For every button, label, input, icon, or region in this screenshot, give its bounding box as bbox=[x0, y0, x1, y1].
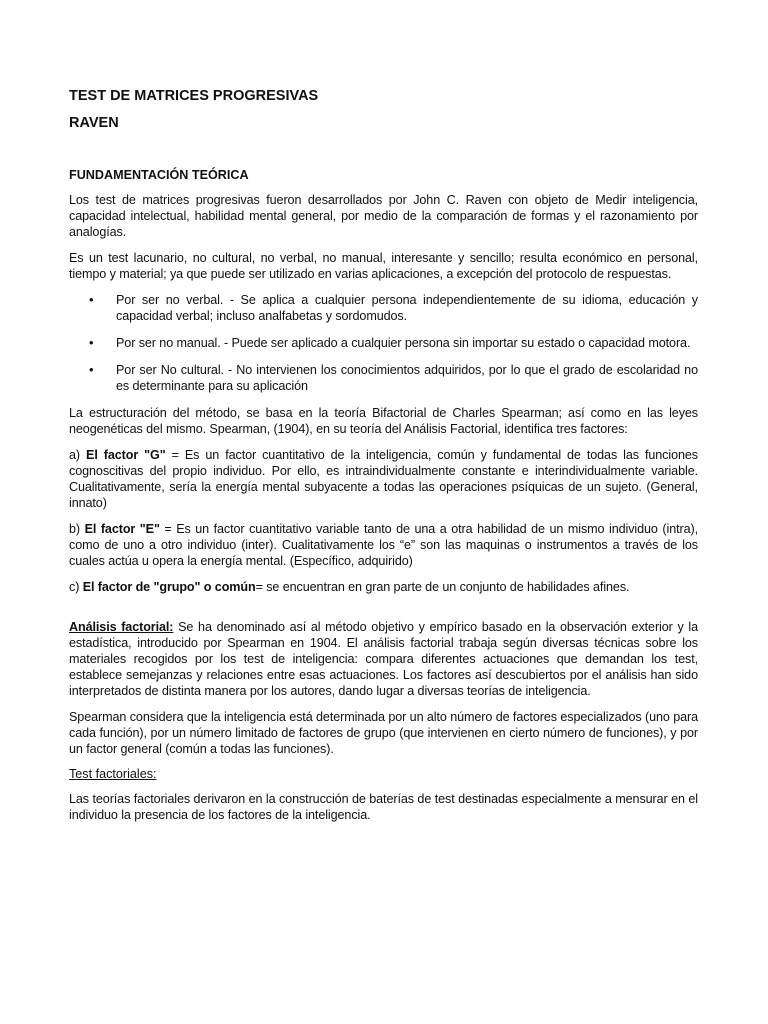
factor-group-paragraph bbox=[69, 579, 698, 595]
bullet-icon: • bbox=[89, 292, 94, 307]
factor-e-label: El factor "E" bbox=[84, 522, 160, 536]
list-item bbox=[69, 292, 698, 324]
paragraph-spearman: Spearman considera que la inteligencia está determinada por un alto número de factores especializados (uno para cada función), por un número limitado de factores de grupo (que intervienen en cierto número de funciones), y por un factor general (común a todas las funciones). bbox=[69, 710, 698, 756]
factor-group-text: = se encuentran en gran parte de un conjunto de habilidades afines. bbox=[255, 580, 630, 594]
bullet-icon: • bbox=[89, 362, 94, 377]
factor-g-label: El factor "G" bbox=[86, 448, 166, 462]
list-item-text: Por ser no manual. - Puede ser aplicado a cualquier persona sin importar su estado o capacidad motora. bbox=[116, 336, 691, 350]
factor-g-text: = Es un factor cuantitativo de la inteligencia, común y fundamental de todas las funciones cognoscitivas del propio individuo. Por ello, es intraindividualmente constante e interindividualmente variable. Cualitativamente, sería la energía mental subyacente a todas las operaciones psíquicas de un sujeto. (General, innato) bbox=[69, 448, 698, 510]
paragraph-characteristics: Es un test lacunario, no cultural, no verbal, no manual, interesante y sencillo; resulta económico en personal, tiempo y material; ya que puede ser utilizado en varias aplicaciones, a excepción del protocolo de respuestas. bbox=[69, 251, 698, 281]
list-item bbox=[69, 335, 698, 351]
factor-analysis-paragraph bbox=[69, 619, 698, 699]
factor-g-prefix: a) bbox=[69, 448, 87, 462]
list-item-text: Por ser no verbal. - Se aplica a cualquier persona independientemente de su idioma, educación y capacidad verbal; incluso analfabetas y sordomudos. bbox=[116, 293, 698, 323]
factor-group-prefix: c) bbox=[69, 580, 83, 594]
list-item bbox=[69, 362, 698, 394]
factor-e-paragraph bbox=[69, 521, 698, 569]
factorial-tests-label: Test factoriales: bbox=[69, 767, 157, 781]
document-subtitle: RAVEN bbox=[69, 115, 119, 131]
factor-e-prefix: b) bbox=[69, 522, 85, 536]
factor-group-label: El factor de "grupo" o común bbox=[82, 580, 256, 594]
factor-analysis-label: Análisis factorial: bbox=[69, 620, 174, 634]
characteristics-list bbox=[69, 292, 698, 394]
factor-analysis-text: Se ha denominado así al método objetivo y empírico basado en la observación exterior y la estadística, introducido por Spearman en 1904. El análisis factorial trabaja según diversas técnicas sobre los materiales recogidos por los test de inteligencia: compara diferentes actuaciones que demandan los test, establece semejanzas y relaciones entre esas actuaciones. Los factores así descubiertos por el análisis han sido interpretados de distinta manera por los autores, dando lugar a diversas teorías de inteligencia. bbox=[69, 620, 698, 698]
list-item-text: Por ser No cultural. - No intervienen los conocimientos adquiridos, por lo que el grado de escolaridad no es determinante para su aplicación bbox=[116, 363, 698, 393]
bullet-icon: • bbox=[89, 335, 94, 350]
document-title: TEST DE MATRICES PROGRESIVAS bbox=[69, 88, 319, 104]
paragraph-structure: La estructuración del método, se basa en la teoría Bifactorial de Charles Spearman; así como en las leyes neogenéticas del mismo. Spearman, (1904), en su teoría del Análisis Factorial, identifica tres factores: bbox=[69, 406, 698, 436]
paragraph-factorial-tests: Las teorías factoriales derivaron en la construcción de baterías de test destinadas especialmente a mensurar en el individuo la presencia de los factores de la inteligencia. bbox=[69, 792, 698, 822]
section-heading: FUNDAMENTACIÓN TEÓRICA bbox=[69, 168, 249, 182]
factor-e-text: = Es un factor cuantitativo variable tanto de una a otra habilidad de un mismo individuo (intra), como de uno a otro individuo (inter). Cualitativamente los “e” son las maquinas o instrumentos a través de los cuales actúa u opera la energía mental. (Específico, adquirido) bbox=[69, 522, 698, 568]
factor-g-paragraph bbox=[69, 447, 698, 511]
factorial-tests-heading bbox=[69, 767, 698, 781]
paragraph-intro: Los test de matrices progresivas fueron desarrollados por John C. Raven con objeto de Medir inteligencia, capacidad intelectual, habilidad mental general, por medio de la comparación de formas y el razonamiento por analogías. bbox=[69, 193, 698, 239]
